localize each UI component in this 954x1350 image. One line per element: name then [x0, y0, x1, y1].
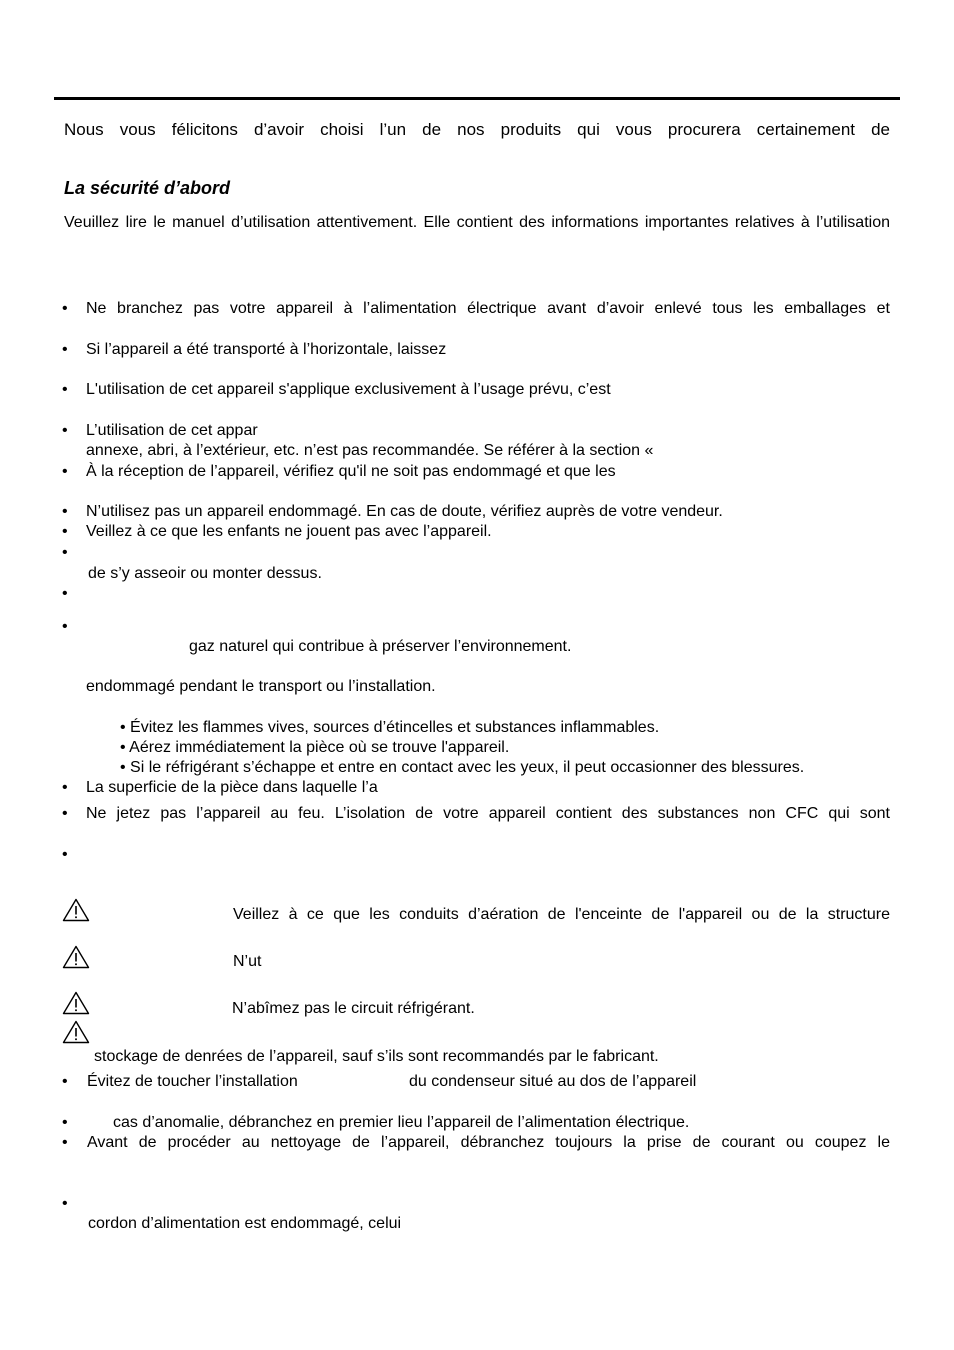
warning-icon [62, 898, 90, 922]
list-item: N’utilisez pas un appareil endommagé. En cas de doute, vérifiez auprès de votre vendeur. [86, 503, 723, 520]
warning-icon [62, 1020, 90, 1044]
section-heading: La sécurité d’abord [64, 178, 231, 198]
bullet: • [62, 805, 68, 822]
bullet: • [62, 463, 68, 480]
sub-item: • Évitez les flammes vives, sources d’étincelles et substances inflammables. [120, 719, 660, 736]
list-item-continuation: gaz naturel qui contribue à préserver l’environnement. [189, 638, 572, 655]
list-item: Ne branchez pas votre appareil à l’alimentation électrique avant d’avoir enlevé tous les emballages et [86, 300, 890, 317]
list-item-continuation: endommagé pendant le transport ou l’installation. [86, 678, 436, 695]
bullet: • [62, 381, 68, 398]
intro-paragraph: Nous vous félicitons d’avoir choisi l’un de nos produits qui vous procurera certainement de [64, 120, 890, 139]
list-item-continuation: de s’y asseoir ou monter dessus. [88, 565, 322, 582]
bullet: • [62, 585, 68, 602]
bullet: • [62, 846, 68, 863]
list-item: Si l’appareil a été transporté à l’horizontale, laissez [86, 341, 447, 358]
bullet: • [62, 422, 68, 439]
bullet: • [62, 1114, 68, 1131]
safety-intro: Veuillez lire le manuel d’utilisation attentivement. Elle contient des informations importantes relatives à l’utilisation [64, 214, 890, 231]
warning-text: N’ut [233, 953, 262, 970]
bullet: • [62, 523, 68, 540]
warning-text: N’abîmez pas le circuit réfrigérant. [232, 1000, 475, 1017]
list-item-continuation: cordon d’alimentation est endommagé, celui [88, 1215, 402, 1232]
warning-icon [62, 991, 90, 1015]
bullet: • [62, 779, 68, 796]
list-item: Avant de procéder au nettoyage de l’appareil, débranchez toujours la prise de courant ou coupez le [87, 1134, 890, 1151]
warning-text: Veillez à ce que les conduits d’aération de l'enceinte de l'appareil ou de la structure [233, 906, 890, 923]
sub-item: • Si le réfrigérant s’échappe et entre en contact avec les yeux, il peut occasionner des blessures. [120, 759, 805, 776]
list-item: Veillez à ce que les enfants ne jouent pas avec l’appareil. [86, 523, 492, 540]
sub-item: • Aérez immédiatement la pièce où se trouve l'appareil. [120, 739, 510, 756]
bullet: • [62, 1195, 68, 1212]
list-item: À la réception de l’appareil, vérifiez qu'il ne soit pas endommagé et que les [86, 463, 616, 480]
bullet: • [62, 300, 68, 317]
bullet: • [62, 544, 68, 561]
bullet: • [62, 341, 68, 358]
list-item: du condenseur situé au dos de l’appareil [409, 1073, 697, 1090]
header-rule [54, 97, 900, 100]
list-item: L'utilisation de cet appareil s'applique exclusivement à l’usage prévu, c’est [86, 381, 611, 398]
bullet: • [62, 1134, 68, 1151]
list-item: L’utilisation de cet appar [86, 422, 258, 439]
list-item: cas d’anomalie, débranchez en premier lieu l’appareil de l’alimentation électrique. [113, 1114, 690, 1131]
bullet: • [62, 503, 68, 520]
warning-icon [62, 945, 90, 969]
bullet: • [62, 618, 68, 635]
list-item: La superficie de la pièce dans laquelle l’a [86, 779, 378, 796]
list-item: Évitez de toucher l’installation [87, 1073, 298, 1090]
warning-continuation: stockage de denrées de l’appareil, sauf s’ils sont recommandés par le fabricant. [94, 1048, 659, 1065]
bullet: • [62, 1073, 68, 1090]
list-item-continuation: annexe, abri, à l’extérieur, etc. n’est pas recommandée. Se référer à la section « [86, 442, 654, 459]
list-item: Ne jetez pas l’appareil au feu. L’isolation de votre appareil contient des substances non CFC qui sont [86, 805, 890, 822]
